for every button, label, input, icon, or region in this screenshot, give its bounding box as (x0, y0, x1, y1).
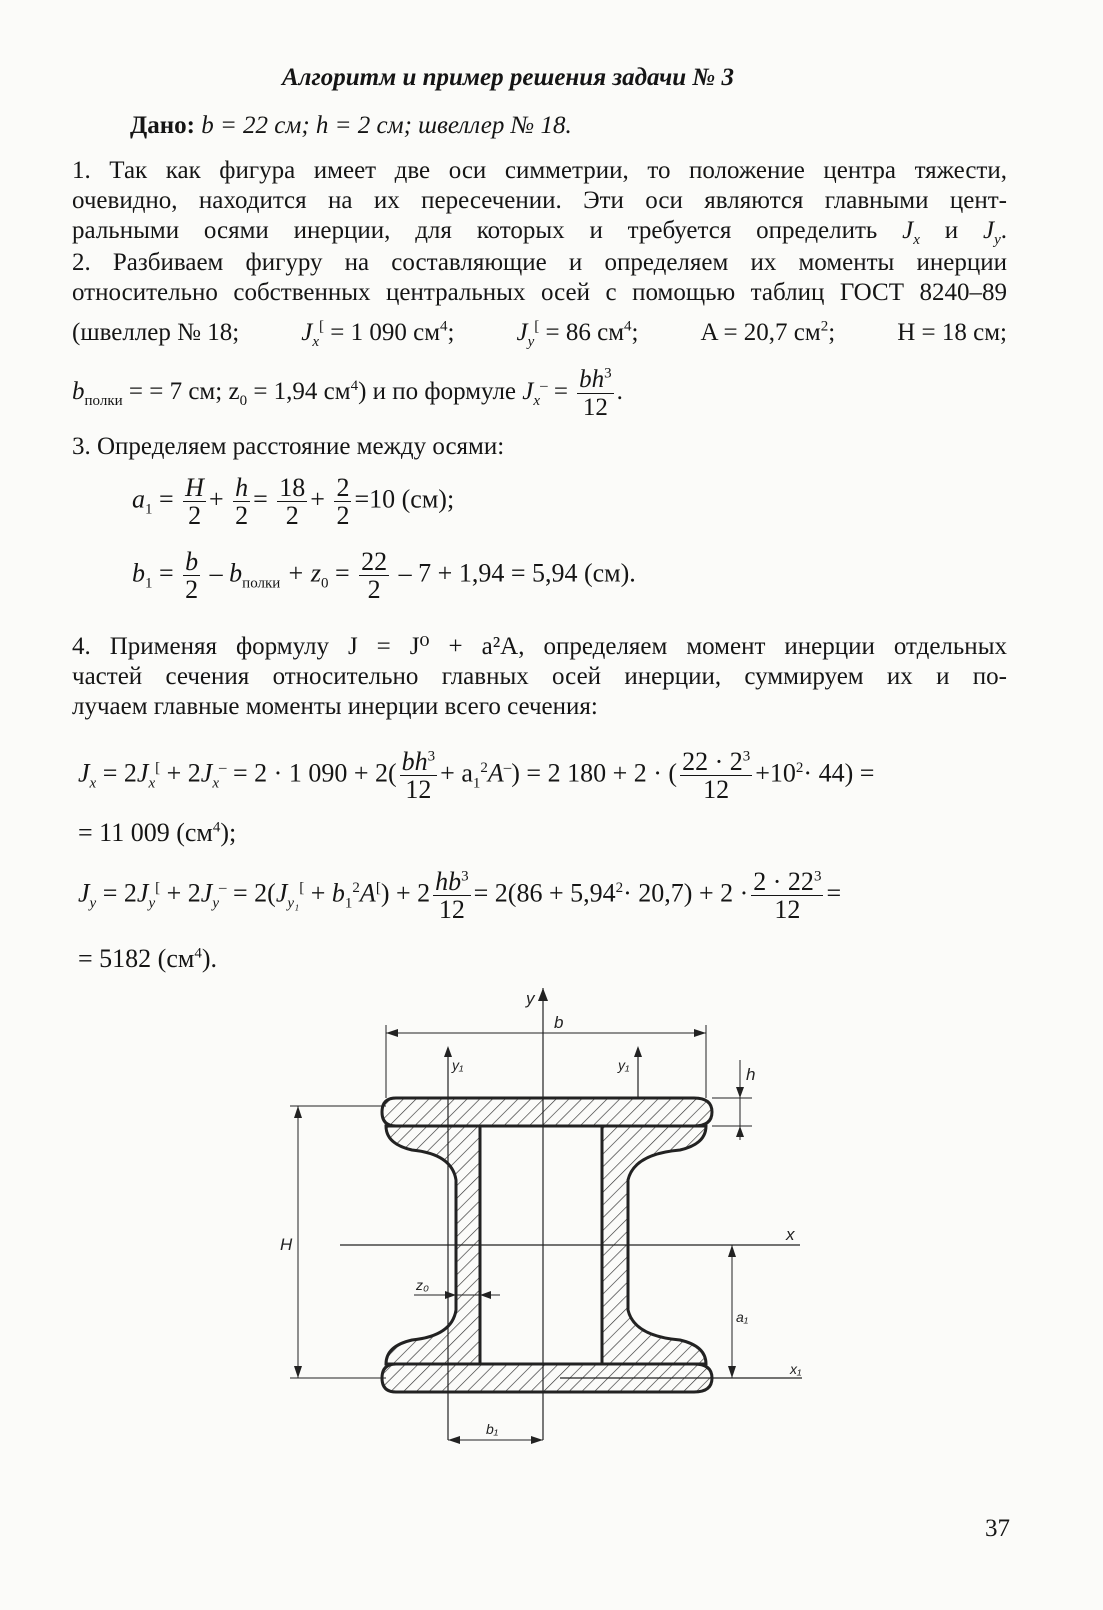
label-h: h (746, 1065, 756, 1084)
top-plate (382, 1098, 712, 1126)
step1-line3: ральными осями инерции, для которых и требуется определить $J_x$ и $J_y$. (72, 217, 1008, 248)
page-number: 37 (985, 1515, 1010, 1542)
label-y1-left: y₁ (452, 1057, 464, 1073)
step1-line1: 1. Так как фигура имеет две оси симметрии, то положение центра тяжести, (72, 157, 1007, 184)
bh3-fraction: $\frac{bh^3}{12}$ (579, 365, 612, 421)
label-z0: z₀ (416, 1277, 429, 1293)
step4-line3: лучаем главные моменты инерции всего сечения: (72, 693, 598, 720)
step1-line2: очевидно, находится на их пересечении. Эти оси являются главными цент- (72, 187, 1007, 214)
label-b1: b₁ (486, 1421, 499, 1437)
label-y: y (526, 989, 535, 1008)
step4-line2: частей сечения относительно главных осей инерции, суммируем их и по- (72, 663, 1007, 690)
step2-line4: $b_{полки}$ = = 7 см; $z_0 = 1,94$ $см^4$) и по формуле $J_x^-$ = $\frac{bh^3}{12}$ . (72, 365, 623, 421)
step3-head: 3. Определяем расстояние между осями: (72, 433, 505, 460)
step4-line1: 4. Применяя формулу J = J⁰ + a²A, определяем момент инерции отдельных (72, 633, 1007, 660)
title: Алгоритм и пример решения задачи № 3 (282, 64, 735, 91)
given-text: b = 22 см; h = 2 см; швеллер № 18. (201, 112, 572, 139)
jy-result: = 5182 $(см^4)$. (78, 944, 217, 973)
jx-result: = 11 009 $(см^4)$; (78, 818, 237, 847)
label-a1: a₁ (736, 1309, 749, 1325)
jx-formula: $J_x = 2J_x^[ + 2J_x^- = 2 \cdot 1$ 090 + 2( $\frac{bh^3}{12}$ + $a_1^2A^-) = 2$ 180 + 2 · ( $\frac{22 \cdot 2^3}{12}$ $+10^2\cdot 44$) = (78, 747, 875, 804)
label-x1: x₁ (790, 1361, 802, 1377)
step2-line1: 2. Разбиваем фигуру на составляющие и определяем их моменты инерции (72, 249, 1007, 276)
b1-formula: $b_1$ = $\frac{b}{2}$ – $b_{полки} + z_0$ = $\frac{22}{2}$ – 7 + 1,94 = 5,94 (см). (132, 547, 636, 604)
label-b: b (554, 1013, 564, 1032)
label-x: x (786, 1225, 795, 1244)
label-y1-right: y₁ (618, 1057, 630, 1073)
step2-line3: (швеллер № 18; $J_x^[ = 1$ 090 $см^4$; $J_y^[ = 86$ $см^4$; A = 20,7 $см^2$; H = 18 см; (72, 318, 1007, 350)
a1-formula: $a_1$ = $\frac{H}{2}$ + $\frac{h}{2}$ = $\frac{18}{2}$ + $\frac{2}{2}$ =10 (см); (132, 473, 455, 530)
jy-formula: $J_y = 2J_y^[ + 2J_y^- = 2(J_{y_1}^[ + b_1^2A^[) + 2$ $\frac{hb^3}{12}$ = $2(86 + 5,94^2\cdot 20,7) + 2$ · $\frac{2 \cdot 22^3}{12}$ = (78, 867, 842, 924)
given-label: Дано: (130, 112, 195, 139)
step2-line2: относительно собственных центральных осей с помощью таблиц ГОСТ 8240–89 (72, 279, 1007, 306)
label-H: H (280, 1235, 293, 1254)
